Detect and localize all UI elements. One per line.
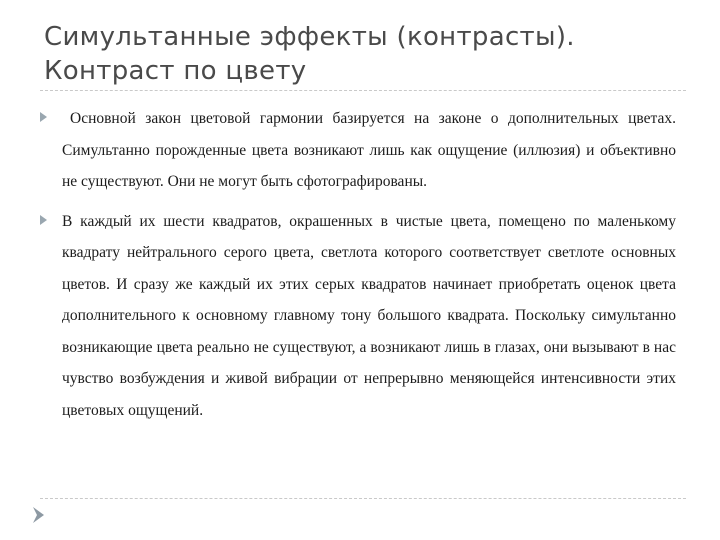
bullet-item-1 — [36, 103, 676, 198]
bullet-text-1: Основной закон цветовой гармонии базируется на законе о дополнительных цветах. Симультанно порожденные цвета возникают лишь как ощущение (иллюзия) и объективно не существуют. Они не могут быть сфотографированы. — [62, 110, 676, 190]
next-arrow-icon[interactable] — [32, 506, 46, 524]
triangle-bullet-icon — [40, 112, 47, 122]
triangle-bullet-icon — [40, 215, 47, 225]
footer-divider — [40, 498, 686, 499]
bullet-item-2 — [36, 206, 676, 427]
bullet-list — [36, 103, 676, 434]
title-divider — [40, 90, 686, 91]
slide-title: Симультанные эффекты (контрасты). Контраст по цвету — [44, 22, 575, 86]
bullet-text-2: В каждый их шести квадратов, окрашенных в чистые цвета, помещено по маленькому квадрату нейтрального серого цвета, светлота которого соответствует светлоте основных цветов. И сразу же каждый их этих серых квадратов начинает приобретать оценок цвета дополнительного к основному главному тону большого квадрата. Поскольку симультанно возникающие цвета реально не существуют, а возникают лишь в глазах, они вызывают в нас чувство возбуждения и живой вибрации от непрерывно меняющейся интенсивности этих цветовых ощущений. — [62, 212, 676, 419]
